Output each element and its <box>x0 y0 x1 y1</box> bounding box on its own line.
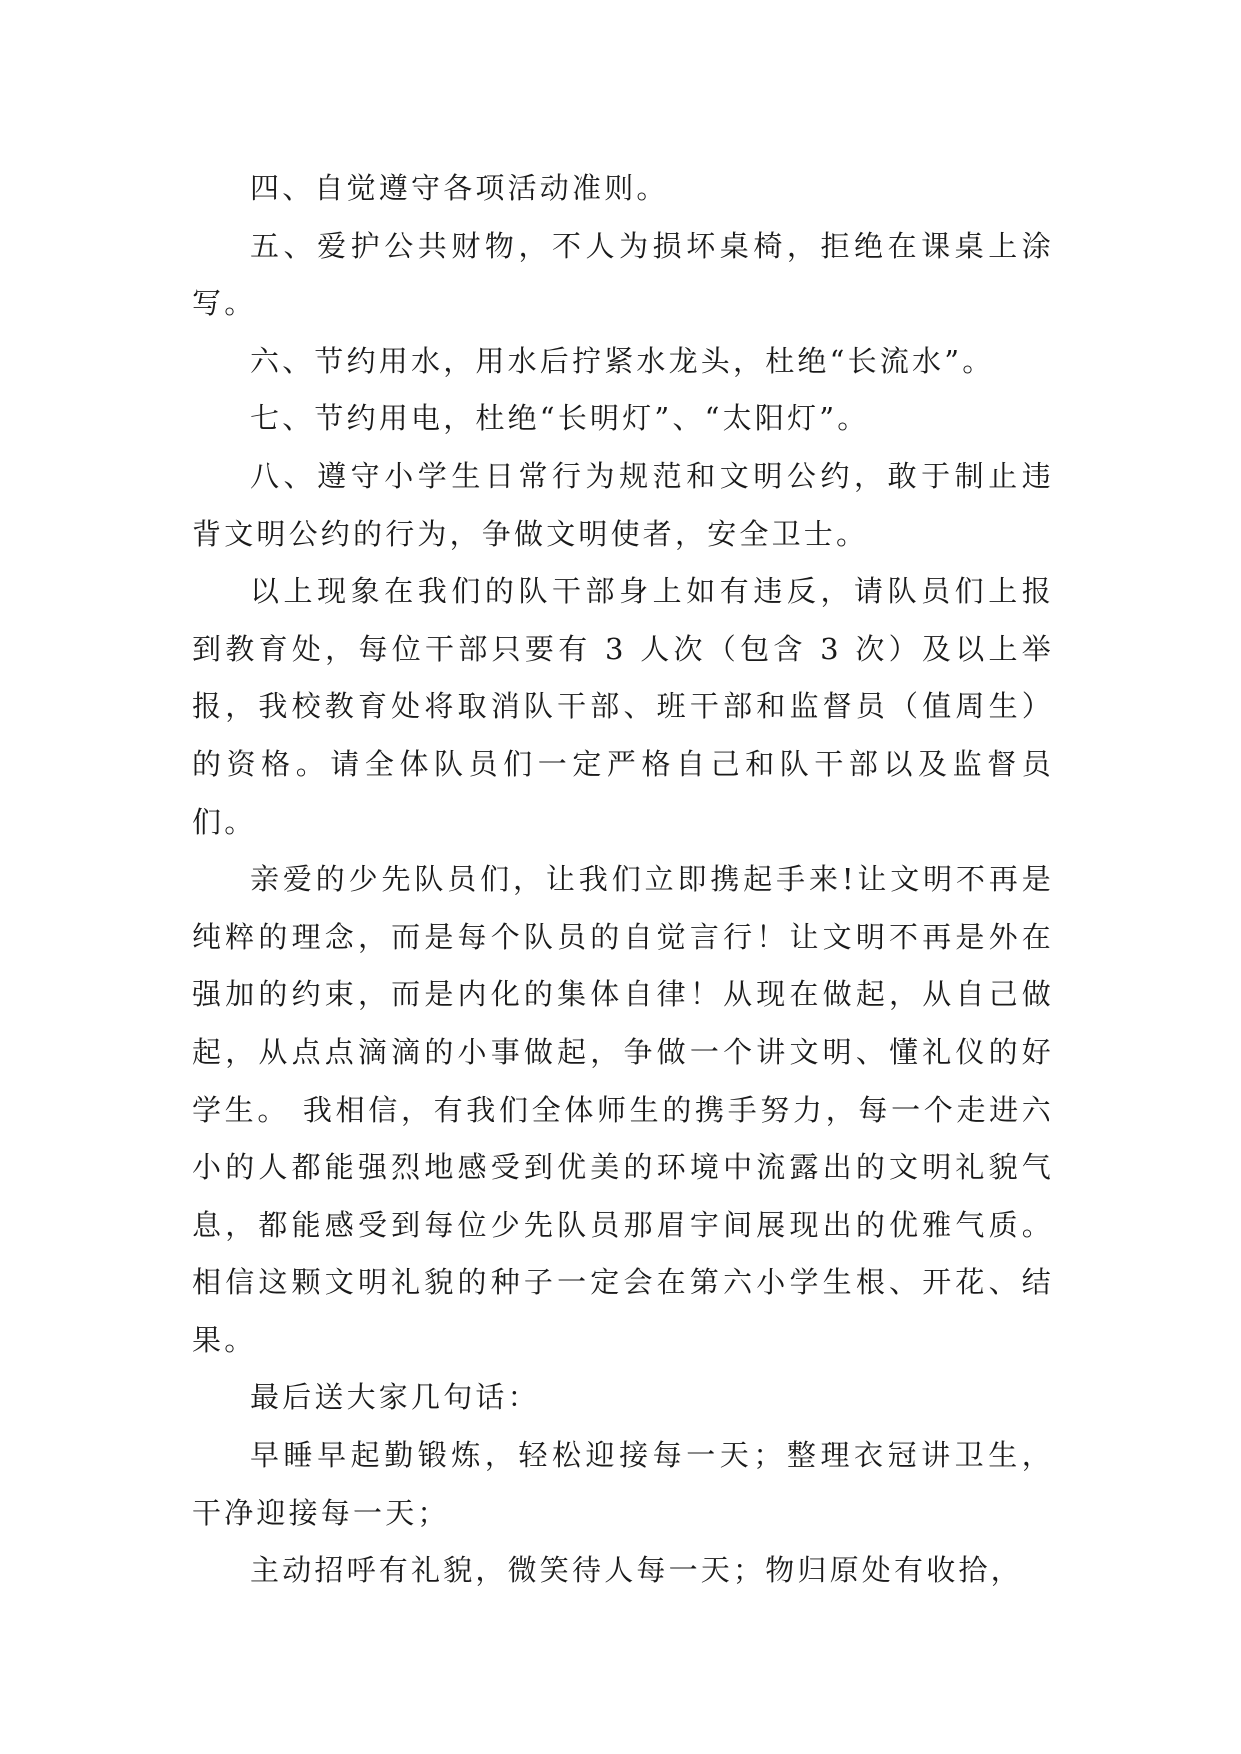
paragraph-rule-6: 六、节约用水，用水后拧紧水龙头，杜绝“长流水”。 <box>250 343 995 378</box>
paragraph-rule-8: 八、遵守小学生日常行为规范和文明公约，敢于制止违背文明公约的行为，争做文明使者，安全卫士。 <box>192 458 1054 551</box>
paragraph-rule-5: 五、爱护公共财物，不人为损坏桌椅，拒绝在课桌上涂写。 <box>192 228 1054 321</box>
paragraph-reporting: 以上现象在我们的队干部身上如有违反，请队员们上报到教育处，每位干部只要有 3 人次（包含 3 次）及以上举报，我校教育处将取消队干部、班干部和监督员（值周生）的资格。请全体队员们一定严格自己和队干部以及监督员们。 <box>192 574 1054 839</box>
paragraph-rule-7: 七、节约用电，杜绝“长明灯”、“太阳灯”。 <box>250 401 870 436</box>
paragraph-appeal: 亲爱的少先队员们，让我们立即携起手来!让文明不再是纯粹的理念，而是每个队员的自觉言行！让文明不再是外在强加的约束，而是内化的集体自律！从现在做起，从自己做起，从点点滴滴的小事做起，争做一个讲文明、懂礼仪的好学生。 我相信，有我们全体师生的携手努力，每一个走进六小的人都能强烈地感受到优美的环境中流露出的文明礼貌气息，都能感受到每位少先队员那眉宇间展现出的优雅气质。相信这颗文明礼貌的种子一定会在第六小学生根、开花、结果。 <box>192 862 1054 1357</box>
paragraph-verse-2: 主动招呼有礼貌，微笑待人每一天；物归原处有收拾， <box>250 1553 1023 1588</box>
paragraph-verse-1: 早睡早起勤锻炼，轻松迎接每一天；整理衣冠讲卫生，干净迎接每一天； <box>192 1438 1054 1530</box>
paragraph-rule-4: 四、自觉遵守各项活动准则。 <box>250 171 669 205</box>
paragraph-closing-intro: 最后送大家几句话： <box>250 1380 540 1415</box>
document-page <box>192 160 1054 1600</box>
